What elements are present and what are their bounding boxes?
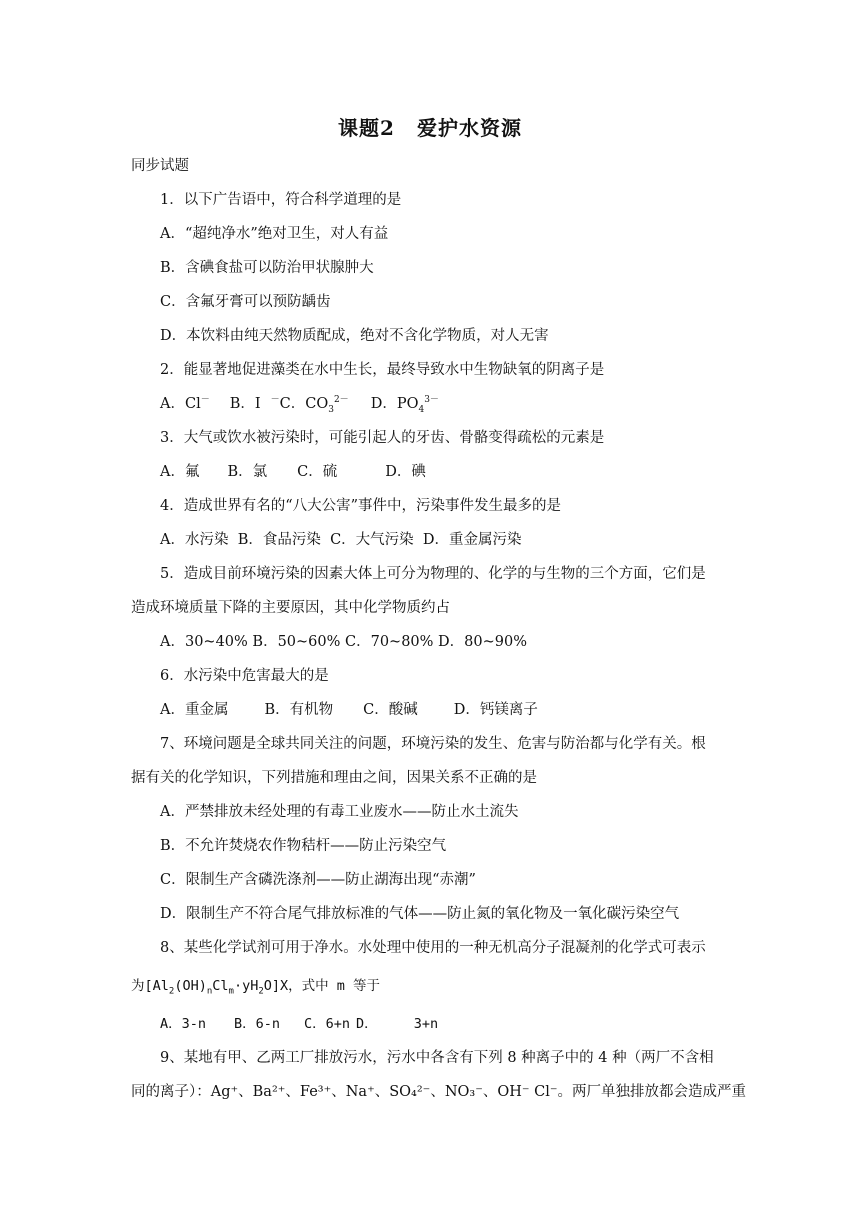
q3-option-a: A．氟 — [160, 464, 200, 480]
q8-option-d-value: 3+n — [413, 1016, 439, 1032]
q2-stem: 2．能显著地促进藻类在水中生长，最终导致水中生物缺氧的阴离子是 — [160, 362, 605, 378]
q1-option-c: C．含氟牙膏可以预防龋齿 — [160, 294, 331, 310]
q7-stem-line2: 据有关的化学知识，下列措施和理由之间，因果关系不正确的是 — [131, 770, 537, 786]
q6-stem: 6．水污染中危害最大的是 — [160, 668, 329, 684]
q7-option-c: C．限制生产含磷洗涤剂——防止湖海出现“赤潮” — [160, 872, 476, 888]
q3-stem: 3．大气或饮水被污染时，可能引起人的牙齿、骨骼变得疏松的元素是 — [160, 430, 605, 446]
q3-options — [160, 462, 426, 482]
q6-options — [160, 700, 538, 720]
q2-option-a: A．Cl－ — [160, 395, 210, 412]
q8-formula-line: 为$[Al_2(OH)_nCl_m\cdot yH_2O]X$，式中 m 等于 — [131, 978, 381, 997]
q8-option-b: B．6-n — [234, 1016, 281, 1032]
q6-option-d: D．钙镁离子 — [453, 702, 538, 718]
q9-stem-line1: 9、某地有甲、乙两工厂排放污水，污水中各含有下列 8 种离子中的 4 种（两厂不含相 — [160, 1050, 714, 1066]
q1-option-a: A．“超纯净水”绝对卫生，对人有益 — [160, 226, 389, 242]
q6-option-c: C．酸碱 — [363, 702, 418, 718]
q3-option-c: C．硫 — [297, 464, 338, 480]
q5-options: A．30~40% B．50~60% C．70~80% D．80~90% — [160, 634, 527, 650]
page-title — [0, 112, 860, 141]
title-main: 爱护水资源 — [416, 116, 522, 140]
section-label: 同步试题 — [131, 158, 189, 174]
q1-option-d: D．本饮料由纯天然物质配成，绝对不含化学物质，对人无害 — [160, 328, 549, 344]
q3-option-d: D．碘 — [385, 464, 426, 480]
q1-option-b: B．含碘食盐可以防治甲状腺肿大 — [160, 260, 374, 276]
q2-option-b: B．I － — [229, 395, 280, 412]
q9-stem-line2: 同的离子）：Ag⁺、Ba²⁺、Fe³⁺、Na⁺、SO₄²⁻、NO₃⁻、OH⁻ Cl⁻。两厂单独排放都会造成严重 — [131, 1084, 747, 1100]
q3-option-b: B．氯 — [227, 464, 268, 480]
q8-option-c: C．6+n — [304, 1016, 351, 1032]
q7-option-b: B．不允许焚烧农作物秸杆——防止污染空气 — [160, 838, 447, 854]
q4-stem: 4．造成世界有名的“八大公害”事件中，污染事件发生最多的是 — [160, 498, 562, 514]
q6-option-a: A．重金属 — [160, 702, 229, 718]
q8-stem-line1: 8、某些化学试剂可用于净水。水处理中使用的一种无机高分子混凝剂的化学式可表示 — [160, 940, 706, 956]
q7-stem-line1: 7、环境问题是全球共同关注的问题，环境污染的发生、危害与防治都与化学有关。根 — [160, 736, 706, 752]
q9-ion-list: Ag⁺、Ba²⁺、Fe³⁺、Na⁺、SO₄²⁻、NO₃⁻、OH⁻ Cl⁻ — [210, 1084, 558, 1100]
title-prefix: 课题2 — [338, 116, 395, 140]
q7-option-d: D．限制生产不符合尾气排放标准的气体——防止氮的氧化物及一氧化碳污染空气 — [160, 906, 680, 922]
q8-options — [160, 1014, 438, 1034]
q8-option-a: A．3-n — [160, 1016, 207, 1032]
q2-option-d: D．$PO_4^{3-}$ — [370, 395, 439, 415]
q1-stem: 1．以下广告语中，符合科学道理的是 — [160, 192, 402, 208]
q2-options — [160, 394, 439, 414]
q4-options: A．水污染 B．食品污染 C．大气污染 D．重金属污染 — [160, 532, 522, 548]
q6-option-b: B．有机物 — [264, 702, 334, 718]
q2-option-c: C．$CO_3^{2-}$ — [279, 395, 349, 415]
q8-option-d: D． — [356, 1016, 378, 1032]
q7-option-a: A．严禁排放未经处理的有毒工业废水——防止水土流失 — [160, 804, 519, 820]
q5-stem-line2: 造成环境质量下降的主要原因，其中化学物质约占 — [131, 600, 450, 616]
q5-stem-line1: 5．造成目前环境污染的因素大体上可分为物理的、化学的与生物的三个方面，它们是 — [160, 566, 706, 582]
